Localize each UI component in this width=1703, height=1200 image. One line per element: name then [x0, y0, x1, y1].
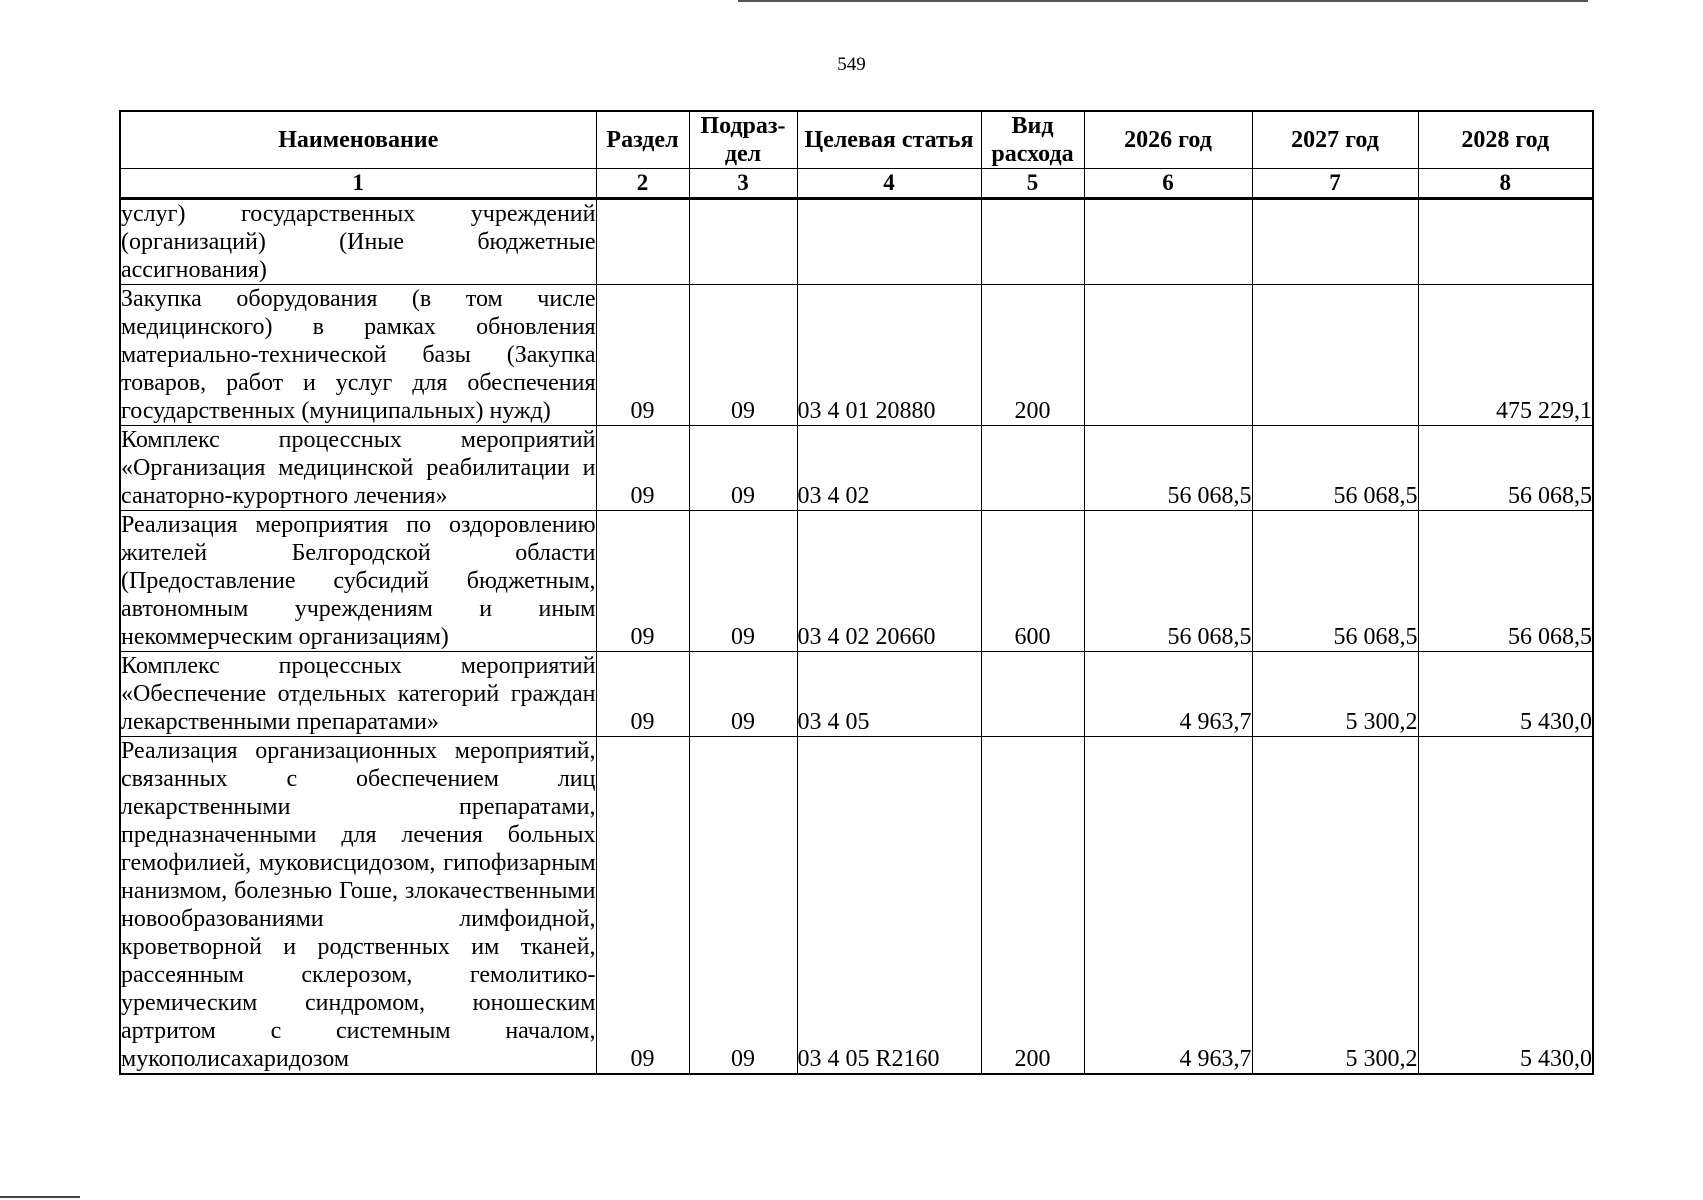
- column-number: 4: [797, 169, 981, 199]
- row-target: 03 4 05: [797, 652, 981, 737]
- row-2027: [1252, 199, 1418, 285]
- row-2027: 5 300,2: [1252, 737, 1418, 1075]
- scan-edge-line: [0, 1196, 80, 1198]
- header-subsection: Подраз-дел: [689, 111, 797, 169]
- scan-edge-line: [738, 0, 1588, 2]
- header-section: Раздел: [596, 111, 689, 169]
- row-expense-type: [981, 652, 1084, 737]
- row-2028: 56 068,5: [1418, 426, 1593, 511]
- table-row: [120, 199, 1593, 285]
- row-subsection: 09: [689, 426, 797, 511]
- header-2028: 2028 год: [1418, 111, 1593, 169]
- header-expense-type: Вид расхода: [981, 111, 1084, 169]
- row-2026: [1084, 285, 1252, 426]
- row-expense-type: 200: [981, 737, 1084, 1075]
- table-row: [120, 737, 1593, 1075]
- row-section: 09: [596, 426, 689, 511]
- column-number: 6: [1084, 169, 1252, 199]
- row-name: Реализация мероприятия по оздоровлению жителей Белгородской области (Предоставление субсидий бюджетным, автономным учреждениям и иным некоммерческим организациям): [121, 512, 596, 650]
- row-name: Закупка оборудования (в том числе медицинского) в рамках обновления материально-технической базы (Закупка товаров, работ и услуг для обеспечения государственных (муниципальных) нужд): [121, 286, 596, 424]
- row-section: 09: [596, 737, 689, 1075]
- table-row: [120, 511, 1593, 652]
- row-2028: 5 430,0: [1418, 652, 1593, 737]
- header-2027: 2027 год: [1252, 111, 1418, 169]
- row-target: 03 4 02: [797, 426, 981, 511]
- column-number: 1: [120, 169, 596, 199]
- row-2026: 4 963,7: [1084, 737, 1252, 1075]
- row-name: Комплекс процессных мероприятий «Организация медицинской реабилитации и санаторно-курортного лечения»: [121, 427, 596, 509]
- table-row: [120, 652, 1593, 737]
- row-2028: [1418, 199, 1593, 285]
- column-number: 3: [689, 169, 797, 199]
- row-2027: 5 300,2: [1252, 652, 1418, 737]
- header-target: Целевая статья: [797, 111, 981, 169]
- budget-table: [119, 110, 1594, 1075]
- table-header-row: [120, 111, 1593, 169]
- row-target: 03 4 05 R2160: [797, 737, 981, 1075]
- column-number: 2: [596, 169, 689, 199]
- row-2026: 4 963,7: [1084, 652, 1252, 737]
- row-2028: 475 229,1: [1418, 285, 1593, 426]
- row-expense-type: 600: [981, 511, 1084, 652]
- row-expense-type: [981, 199, 1084, 285]
- row-section: 09: [596, 652, 689, 737]
- column-number: 7: [1252, 169, 1418, 199]
- header-name: Наименование: [120, 111, 596, 169]
- row-section: 09: [596, 511, 689, 652]
- row-2027: 56 068,5: [1252, 426, 1418, 511]
- row-2026: [1084, 199, 1252, 285]
- row-2027: 56 068,5: [1252, 511, 1418, 652]
- table-row: [120, 426, 1593, 511]
- row-name: Реализация организационных мероприятий, связанных с обеспечением лиц лекарственными препаратами, предназначенными для лечения больных гемофилией, муковисцидозом, гипофизарным нанизмом, болезнью Гоше, злокачественными новообразованиями лимфоидной, кроветворной и родственных им тканей, рассеянным склерозом, гемолитико-уремическим синдромом, юношеским артритом с системным началом, мукополисахаридозом: [121, 738, 596, 1072]
- row-subsection: 09: [689, 737, 797, 1075]
- column-number: 5: [981, 169, 1084, 199]
- row-name: услуг) государственных учреждений (организаций) (Иные бюджетные ассигнования): [120, 199, 596, 285]
- column-number-row: [120, 169, 1593, 199]
- row-2027: [1252, 285, 1418, 426]
- row-section: [596, 199, 689, 285]
- header-2026: 2026 год: [1084, 111, 1252, 169]
- page-number: 549: [837, 54, 866, 75]
- row-2026: 56 068,5: [1084, 511, 1252, 652]
- table-row: [120, 285, 1593, 426]
- row-name: Комплекс процессных мероприятий «Обеспечение отдельных категорий граждан лекарственными препаратами»: [121, 653, 596, 735]
- row-section: 09: [596, 285, 689, 426]
- row-subsection: 09: [689, 511, 797, 652]
- row-2026: 56 068,5: [1084, 426, 1252, 511]
- column-number: 8: [1418, 169, 1593, 199]
- row-subsection: 09: [689, 652, 797, 737]
- row-target: 03 4 02 20660: [797, 511, 981, 652]
- row-expense-type: [981, 426, 1084, 511]
- row-target: [797, 199, 981, 285]
- row-subsection: [689, 199, 797, 285]
- row-expense-type: 200: [981, 285, 1084, 426]
- row-subsection: 09: [689, 285, 797, 426]
- row-target: 03 4 01 20880: [797, 285, 981, 426]
- row-2028: 5 430,0: [1418, 737, 1593, 1075]
- row-2028: 56 068,5: [1418, 511, 1593, 652]
